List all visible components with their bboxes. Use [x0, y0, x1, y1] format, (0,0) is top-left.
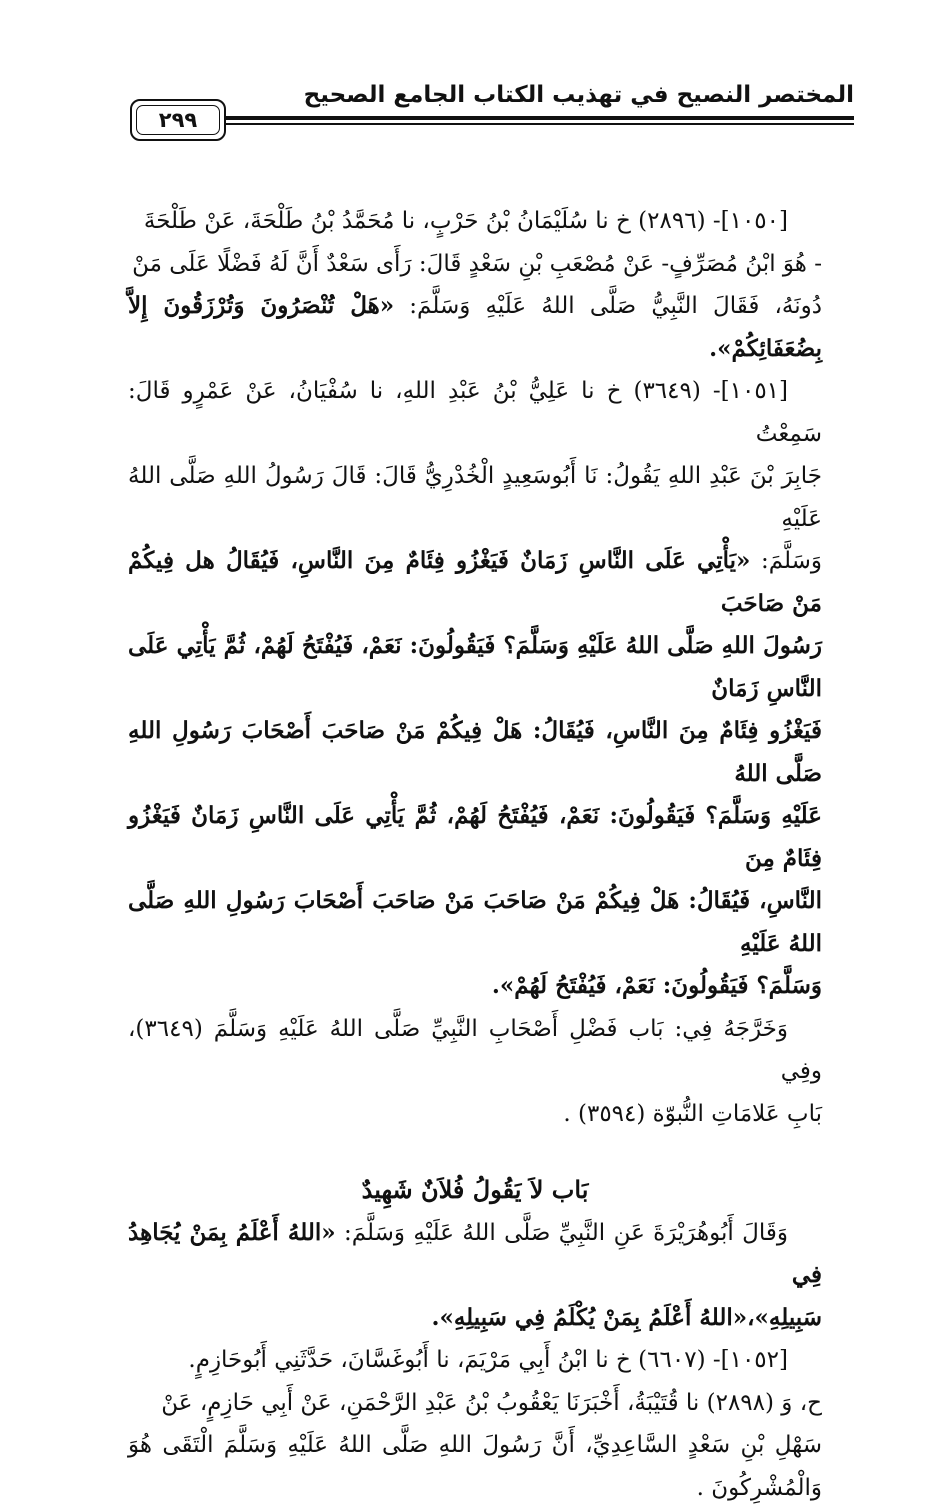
hadith-1052: [128, 1339, 822, 1509]
page-number: ٢٩٩: [158, 108, 198, 132]
text-line: وَسَلَّمَ؟ فَيَقُولُونَ: نَعَمْ، فَيُفْتَحُ لَهُمْ».: [491, 972, 822, 999]
page-body: [128, 200, 822, 1509]
hadith-1051: [128, 370, 822, 1135]
text-line: سَبِيلِهِ»،«اللهُ أَعْلَمُ بِمَنْ يُكْلَمُ فِي سَبِيلِهِ».: [431, 1303, 822, 1331]
text-line: [١٠٥٠]- (٢٨٩٦) خ نا سُلَيْمَانُ بْنُ حَرْبٍ، نا مُحَمَّدُ بْنُ طَلْحَةَ، عَنْ طَلْحَةَ: [143, 208, 788, 234]
page-number-frame: [130, 99, 226, 141]
text-line: [١٠٥٢]- (٦٦٠٧) خ نا ابْنُ أَبِي مَرْيَمَ، نا أَبُوغَسَّانَ، حَدَّثَنِي أَبُوحَازِمٍ.: [188, 1347, 788, 1373]
prophetic-quote: «يَأْتِي عَلَى النَّاسِ زَمَانٌ فَيَغْزُو فِئَامٌ مِنَ النَّاسِ، فَيُقَالُ هل فِيكُمْ مَنْ صَاحَبَ: [128, 547, 822, 617]
text-line: [128, 540, 822, 625]
text-line: عَلَيْهِ وَسَلَّمَ؟ فَيَقُولُونَ: نَعَمْ، فَيُفْتَحُ لَهُمْ، ثُمَّ يَأْتِي عَلَى النَّاسِ زَمَانٌ فَيَغْزُو فِئَامٌ مِنَ: [128, 802, 822, 872]
text-line: جَابِرَ بْنَ عَبْدِ اللهِ يَقُولُ: نَا أَبُوسَعِيدٍ الْخُدْرِيُّ قَالَ: قَالَ رَسُولُ اللهِ صَلَّى اللهُ عَلَيْهِ: [128, 463, 822, 532]
text-line: [128, 285, 822, 370]
section-gap: [128, 1135, 822, 1169]
chapter: [128, 1169, 822, 1339]
takhrij-line: بَابِ عَلامَاتِ النُّبوّة (٣٥٩٤) .: [563, 1100, 822, 1127]
text-line: - هُوَ ابْنُ مُصَرِّفٍ- عَنْ مُصْعَبِ بْنِ سَعْدٍ قَالَ: رَأَى سَعْدٌ أَنَّ لَهُ فَضْلًا عَلَى مَنْ: [132, 250, 822, 277]
text-line: النَّاسِ، فَيُقَالُ: هَلْ فِيكُمْ مَنْ صَاحَبَ مَنْ صَاحَبَ أَصْحَابَ رَسُولِ اللهِ صَلَّى اللهُ عَلَيْهِ: [128, 887, 822, 957]
text-span: وَسَلَّمَ:: [750, 548, 822, 574]
text-line: [١٠٥١]- (٣٦٤٩) خ نا عَلِيُّ بْنُ عَبْدِ اللهِ، نا سُفْيَانُ، عَنْ عَمْرٍو قَالَ: سَمِعْتُ: [128, 378, 822, 447]
text-span: دُونَهُ، فَقَالَ النَّبِيُّ صَلَّى اللهُ عَلَيْهِ وَسَلَّمَ:: [394, 293, 823, 319]
text-line: سَهْلِ بْنِ سَعْدٍ السَّاعِدِيِّ، أَنَّ رَسُولَ اللهِ صَلَّى اللهُ عَلَيْهِ وَسَلَّمَ الْتَقَى هُوَ وَالْمُشْرِكُونَ .: [128, 1432, 822, 1501]
running-title: المختصر النصيح في تهذيب الكتاب الجامع الصحيح: [303, 82, 854, 108]
header-rule-thin: [226, 123, 854, 125]
chapter-heading: بَاب لاَ يَقُولُ فُلاَنٌ شَهِيدٌ: [361, 1175, 589, 1204]
text-line: رَسُولَ اللهِ صَلَّى اللهُ عَلَيْهِ وَسَلَّمَ؟ فَيَقُولُونَ: نَعَمْ، فَيُفْتَحُ لَهُمْ، ثُمَّ يَأْتِي عَلَى النَّاسِ زَمَانٌ: [128, 632, 822, 702]
text-span: وَقَالَ أَبُوهُرَيْرَةَ عَنِ النَّبِيِّ صَلَّى اللهُ عَلَيْهِ وَسَلَّمَ:: [335, 1219, 788, 1246]
prophetic-quote: «هَلْ تُنْصَرُونَ وَتُرْزَقُونَ إِلاَّ بِضُعَفَائِكُمْ».: [128, 292, 822, 362]
prophetic-quote: «اللهُ أَعْلَمُ بِمَنْ يُجَاهِدُ فِي: [128, 1218, 822, 1288]
header-rule-thick: [226, 116, 854, 120]
takhrij-line: وَخَرَّجَهُ فِي: بَاب فَضْلِ أَصْحَابِ النَّبِيِّ صَلَّى اللهُ عَلَيْهِ وَسَلَّمَ (٣٦٤٩)، وفِي: [128, 1015, 822, 1084]
hadith-1050: [128, 200, 822, 370]
text-line: فَيَغْزُو فِئَامٌ مِنَ النَّاسِ، فَيُقَالُ: هَلْ فِيكُمْ مَنْ صَاحَبَ أَصْحَابَ رَسُولِ اللهِ صَلَّى اللهُ: [128, 717, 822, 787]
text-line: ح، وَ (٢٨٩٨) نا قُتَيْبَةُ، أَخْبَرَنَا يَعْقُوبُ بْنُ عَبْدِ الرَّحْمَنِ، عَنْ أَبِي حَازِمٍ، عَنْ: [161, 1389, 822, 1416]
text-line: [128, 1212, 822, 1297]
